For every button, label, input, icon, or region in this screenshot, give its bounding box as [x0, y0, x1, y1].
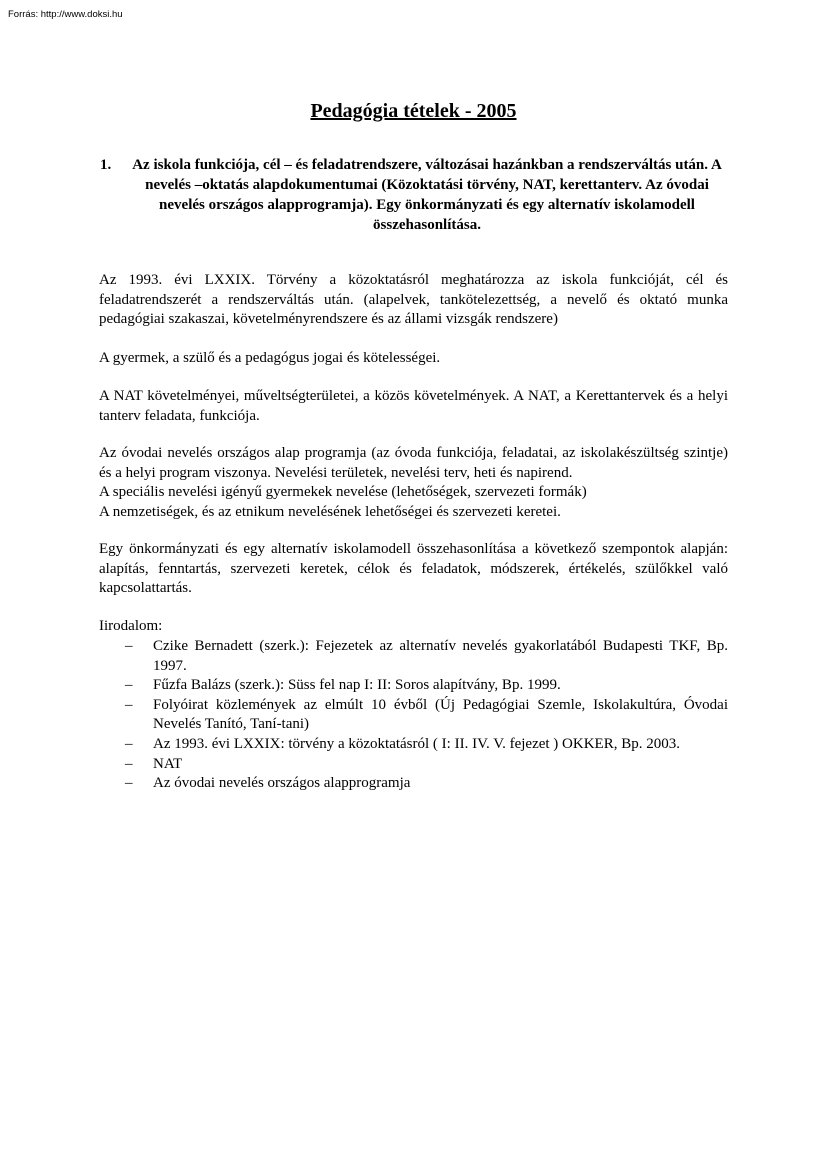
source-note: Forrás: http://www.doksi.hu [8, 9, 123, 20]
section-number: 1. [100, 157, 112, 173]
list-item-text: Fűzfa Balázs (szerk.): Süss fel nap I: II: Soros alapítvány, Bp. 1999. [153, 677, 561, 694]
dash-bullet: – [125, 696, 133, 713]
paragraph-text: A gyermek, a szülő és a pedagógus jogai és kötelességei. [99, 350, 441, 366]
list-item [99, 755, 728, 775]
dash-bullet: – [125, 638, 133, 654]
section-heading [100, 155, 728, 235]
paragraph-text: Egy önkormányzati és egy alternatív iskolamodell összehasonlítása a következő szempontok alapján: alapítás, fenntartás, szervezeti keretek, célok és feladatok, módszerek, értékelés, szülőkkel való kapcsolattartás. [99, 541, 728, 597]
dash-bullet: – [125, 677, 133, 694]
paragraph-text: A nemzetiségek, és az etnikum nevelésének lehetőségei és szervezeti keretei. [99, 503, 561, 520]
list-item [99, 637, 728, 676]
list-item-text: Az óvodai nevelés országos alapprogramja [153, 775, 411, 792]
paragraph-law [99, 271, 728, 330]
dash-bullet: – [125, 755, 133, 772]
list-item [99, 696, 728, 735]
paragraph-text: Az 1993. évi LXXIX. Törvény a közoktatásról meghatározza az iskola funkcióját, cél és feladatrendszerét a rendszerváltás után. (alapelvek, tankötelezettség, a nevelő és oktató munka pedagógiai szakaszai, követelményrendszere és az állami vizsgák rendszere) [99, 272, 728, 328]
paragraph-text: Az óvodai nevelés országos alap programja (az óvoda funkciója, feladatai, az iskolakészültség szintje) és a helyi program viszonya. Nevelési területek, nevelési terv, heti és napirend. [99, 445, 728, 481]
paragraph-comparison [99, 540, 728, 599]
paragraph-nat [99, 387, 728, 426]
list-item [99, 774, 728, 794]
list-item-text: Az 1993. évi LXXIX: törvény a közoktatásról ( I: II. IV. V. fejezet ) OKKER, Bp. 2003. [153, 735, 680, 752]
list-item [99, 735, 728, 755]
page-title: Pedagógia tételek - 2005 [310, 100, 517, 122]
dash-bullet: – [125, 735, 133, 752]
paragraph-text: A NAT követelményei, műveltségterületei, a közös követelmények. A NAT, a Kerettantervek és a helyi tanterv feladata, funkciója. [99, 388, 728, 424]
literature-label-text: Iirodalom: [99, 618, 163, 634]
list-item-text: NAT [153, 755, 183, 772]
dash-bullet: – [125, 775, 133, 792]
paragraph-rights [99, 349, 728, 369]
list-item-text: Czike Bernadett (szerk.): Fejezetek az alternatív nevelés gyakorlatából Budapesti TKF, Bp. 1997. [153, 638, 728, 674]
paragraph-kindergarten [99, 444, 728, 522]
list-item [99, 676, 728, 696]
section-heading-text: Az iskola funkciója, cél – és feladatrendszere, változásai hazánkban a rendszerváltás után. A nevelés –oktatás alapdokumentumai (Közoktatási törvény, NAT, kerettanterv. Az óvodai nevelés országos alapprogramja). Egy önkormányzati és egy alternatív iskolamodell összehasonlítása. [132, 157, 722, 233]
paragraph-text: A speciális nevelési igényű gyermekek nevelése (lehetőségek, szervezeti formák) [99, 484, 587, 501]
list-item-text: Folyóirat közlemények az elmúlt 10 évből (Új Pedagógiai Szemle, Iskolakultúra, Óvodai Nevelés Tanító, Taní-tani) [153, 696, 728, 733]
literature-label [99, 617, 728, 637]
literature-list [99, 637, 728, 794]
